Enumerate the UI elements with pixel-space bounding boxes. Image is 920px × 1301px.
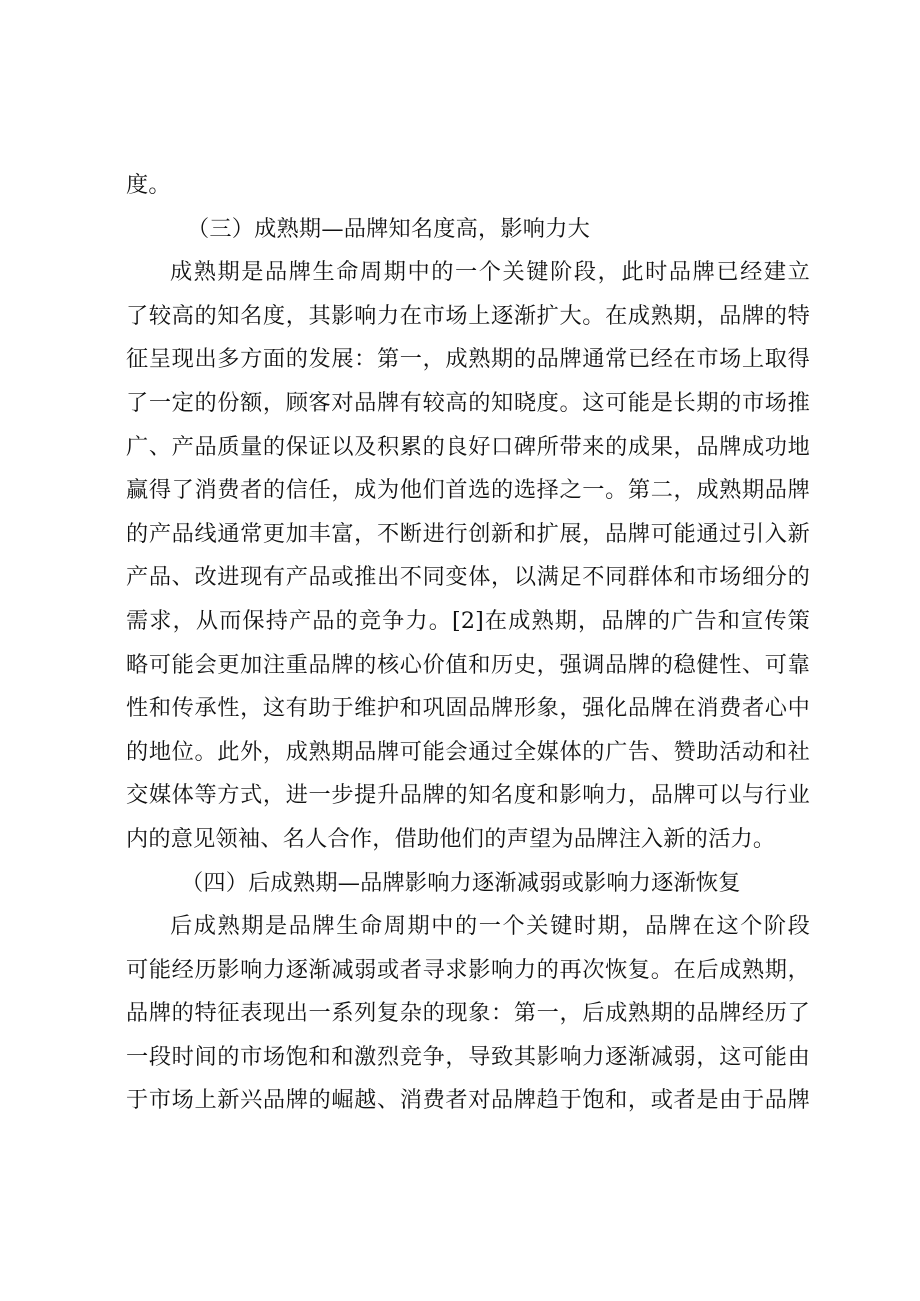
- paragraph-line: 可能经历影响力逐渐减弱或者寻求影响力的再次恢复。在后成熟期，: [126, 956, 810, 983]
- paragraph-line: 性和传承性，这有助于维护和巩固品牌形象，强化品牌在消费者心中: [126, 695, 810, 722]
- paragraph-line: 成熟期是品牌生命周期中的一个关键阶段，此时品牌已经建立: [170, 259, 810, 286]
- section-heading-4: （四）后成熟期—品牌影响力逐渐减弱或影响力逐渐恢复: [181, 869, 741, 896]
- paragraph-line: 的产品线通常更加丰富，不断进行创新和扩展，品牌可能通过引入新: [126, 520, 810, 547]
- paragraph-line: 了较高的知名度，其影响力在市场上逐渐扩大。在成熟期，品牌的特: [126, 302, 810, 329]
- paragraph-line: 品牌的特征表现出一系列复杂的现象：第一，后成熟期的品牌经历了: [126, 1000, 810, 1027]
- paragraph-line: 了一定的份额，顾客对品牌有较高的知晓度。这可能是长期的市场推: [126, 389, 810, 416]
- paragraph-continuation: 度。: [126, 172, 171, 198]
- paragraph-line: 略可能会更加注重品牌的核心价值和历史，强调品牌的稳健性、可靠: [126, 651, 810, 678]
- paragraph-line: 赢得了消费者的信任，成为他们首选的选择之一。第二，成熟期品牌: [126, 477, 810, 504]
- paragraph-line: 广、产品质量的保证以及积累的良好口碑所带来的成果，品牌成功地: [126, 433, 810, 460]
- paragraph-line: 交媒体等方式，进一步提升品牌的知名度和影响力，品牌可以与行业: [126, 782, 810, 809]
- paragraph-line: 于市场上新兴品牌的崛越、消费者对品牌趋于饱和，或者是由于品牌: [126, 1087, 810, 1114]
- paragraph-line: 后成熟期是品牌生命周期中的一个关键时期，品牌在这个阶段: [170, 913, 810, 940]
- paragraph-line: 征呈现出多方面的发展：第一，成熟期的品牌通常已经在市场上取得: [126, 346, 810, 373]
- paragraph-line: 的地位。此外，成熟期品牌可能会通过全媒体的广告、赞助活动和社: [126, 738, 810, 765]
- paragraph-line: 内的意见领袖、名人合作，借助他们的声望为品牌注入新的活力。: [126, 825, 776, 852]
- document-body: [126, 164, 810, 1123]
- paragraph-line: 需求，从而保持产品的竞争力。[2]在成熟期，品牌的广告和宣传策: [126, 607, 810, 634]
- paragraph-line: 一段时间的市场饱和和激烈竞争，导致其影响力逐渐减弱，这可能由: [126, 1043, 810, 1070]
- paragraph-line: 产品、改进现有产品或推出不同变体，以满足不同群体和市场细分的: [126, 564, 810, 591]
- section-heading-3: （三）成熟期—品牌知名度高，影响力大: [187, 215, 590, 242]
